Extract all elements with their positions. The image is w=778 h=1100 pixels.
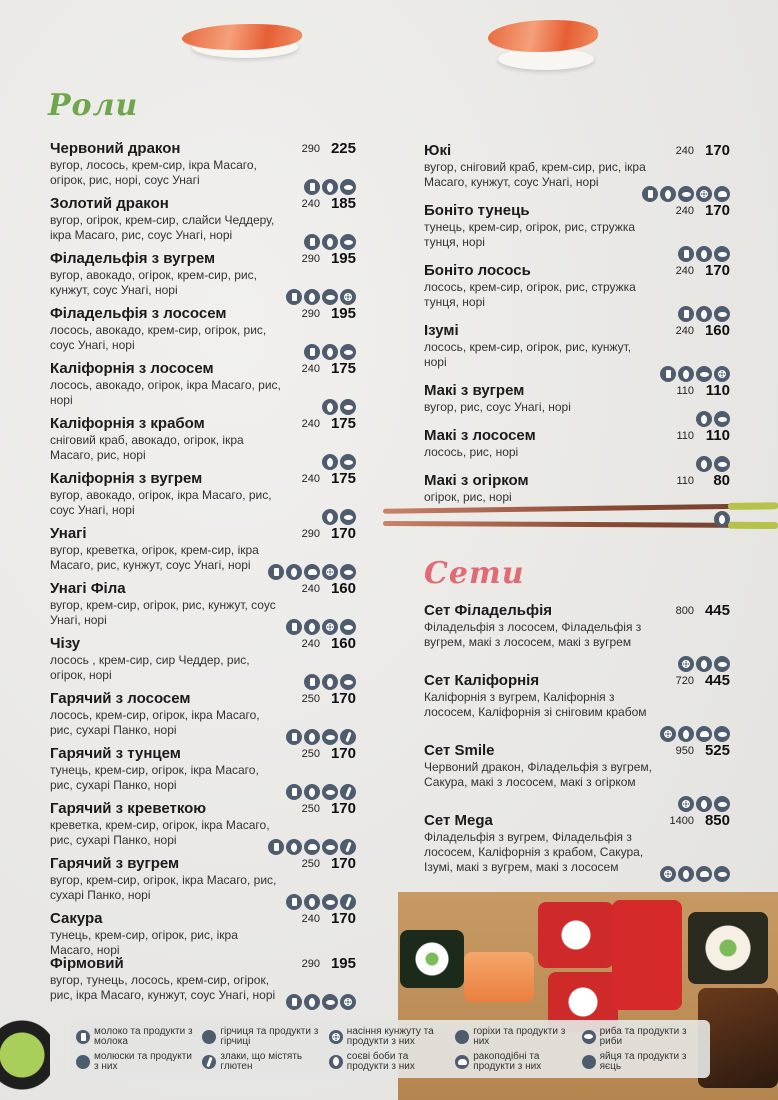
item-desc: вугор, рис, соус Унагі, норі <box>424 400 571 414</box>
allergen-icons <box>286 994 356 1010</box>
milk-icon <box>268 839 284 855</box>
allergen-icons <box>660 366 730 382</box>
item-weight: 290 <box>301 308 320 320</box>
item-name: Унагі Філа <box>50 580 126 597</box>
fish-icon <box>714 306 730 322</box>
allergen-legend <box>70 1020 710 1078</box>
allergen-icons <box>304 344 356 360</box>
item-price: 170 <box>704 262 730 279</box>
soy-icon <box>304 289 320 305</box>
item-desc: лосось, крем-сир, огірок, рис, кунжут, норі <box>424 340 632 369</box>
milk-icon <box>286 994 302 1010</box>
item-name: Фірмовий <box>50 955 124 972</box>
item-name: Гарячий з вугрем <box>50 855 180 872</box>
item-weight: 110 <box>676 385 694 397</box>
allergen-icons <box>304 234 356 250</box>
item-name: Чізу <box>50 635 81 652</box>
legend-item-fish <box>582 1024 704 1049</box>
menu-item <box>50 690 360 745</box>
fish-icon <box>322 894 338 910</box>
allergen-icons <box>678 246 730 262</box>
milk-icon <box>286 894 302 910</box>
legend-label: соєві боби та продукти з них <box>346 1050 415 1072</box>
item-desc: Філадельфія з лососем, Філадельфія з вугрем, макі з лососем, макі з вугрем <box>424 620 642 649</box>
legend-item-crab <box>455 1049 577 1074</box>
sesame-icon <box>714 366 730 382</box>
menu-item <box>50 800 360 855</box>
item-name: Макі з вугрем <box>424 382 525 399</box>
allergen-icons <box>714 511 730 527</box>
sesame-icon <box>340 289 356 305</box>
item-name: Макі з лососем <box>424 427 536 444</box>
milk-icon <box>76 1030 90 1044</box>
fish-icon <box>340 509 356 525</box>
item-desc: вугор, сніговий краб, крем-сир, рис, ікра Масаго, кунжут, соус Унагі, норі <box>424 160 646 189</box>
item-name: Сет Філадельфія <box>424 602 552 619</box>
item-desc: вугор, крем-сир, огірок, рис, кунжут, соус Унагі, норі <box>50 598 276 627</box>
item-weight: 110 <box>676 475 694 487</box>
rolls-right-column <box>424 142 734 527</box>
menu-item <box>424 142 734 202</box>
fish-icon <box>340 234 356 250</box>
item-weight: 800 <box>675 605 694 617</box>
item-price: 110 <box>705 427 730 444</box>
fish-icon <box>582 1030 596 1044</box>
item-name: Гарячий з лососем <box>50 690 191 707</box>
item-name: Боніто лосось <box>424 262 531 279</box>
fish-icon <box>714 866 730 882</box>
item-weight: 290 <box>301 528 320 540</box>
item-price: 175 <box>330 470 356 487</box>
item-weight: 290 <box>301 143 320 155</box>
item-weight: 290 <box>301 253 320 265</box>
sesame-icon <box>322 619 338 635</box>
allergen-icons <box>286 619 356 635</box>
item-name: Каліфорнія з вугрем <box>50 470 203 487</box>
sesame-icon <box>322 564 338 580</box>
item-weight: 240 <box>301 418 320 430</box>
gluten-icon <box>340 839 356 855</box>
fish-icon <box>714 656 730 672</box>
menu-item <box>50 580 360 635</box>
sesame-icon <box>696 186 712 202</box>
rolls-section-title: Роли <box>48 88 139 123</box>
item-name: Філадельфія з вугрем <box>50 250 216 267</box>
allergen-icons <box>322 509 356 525</box>
legend-label: насіння кунжуту та продукти з них <box>346 1025 434 1047</box>
allergen-icons <box>268 839 356 855</box>
soy-icon <box>322 179 338 195</box>
soy-icon <box>304 784 320 800</box>
allergen-icons <box>268 564 356 580</box>
item-desc: Каліфорнія з вугрем, Каліфорнія з лососем, Каліфорнія зі сніговим крабом <box>424 690 647 719</box>
legend-label: яйця та продукти з яєць <box>599 1050 687 1072</box>
allergen-icons <box>660 866 730 882</box>
sesame-icon <box>660 866 676 882</box>
menu-item <box>50 910 360 955</box>
milk-icon <box>286 729 302 745</box>
crab-icon <box>714 186 730 202</box>
item-weight: 240 <box>675 325 694 337</box>
item-weight: 240 <box>675 265 694 277</box>
milk-icon <box>304 234 320 250</box>
item-desc: тунець, крем-сир, огірок, рис, ікра Масаго, норі <box>50 928 238 957</box>
gluten-icon <box>340 784 356 800</box>
fish-icon <box>322 729 338 745</box>
soy-icon <box>696 456 712 472</box>
milk-icon <box>304 344 320 360</box>
item-desc: Філадельфія з вугрем, Філадельфія з лососем, Каліфорнія з крабом, Сакура, Ізумі, макі з вугрем, макі з лососем <box>424 830 644 874</box>
soy-icon <box>696 796 712 812</box>
allergen-icons <box>322 454 356 470</box>
soy-icon <box>322 234 338 250</box>
sesame-icon <box>678 796 694 812</box>
legend-item-soy <box>329 1049 451 1074</box>
allergen-icons <box>660 726 730 742</box>
item-weight: 250 <box>301 748 320 760</box>
menu-item <box>50 635 360 690</box>
item-desc: вугор, авокадо, огірок, ікра Масаго, рис, соус Унагі, норі <box>50 488 272 517</box>
item-name: Сет Smile <box>424 742 495 759</box>
crab-icon <box>696 866 712 882</box>
menu-item <box>50 525 360 580</box>
menu-item <box>424 427 734 472</box>
item-weight: 240 <box>301 583 320 595</box>
menu-item <box>424 262 734 322</box>
fish-icon <box>714 796 730 812</box>
item-weight: 240 <box>675 145 694 157</box>
item-desc: лосось , крем-сир, сир Чеддер, рис, огірок, норі <box>50 653 250 682</box>
soy-icon <box>322 399 338 415</box>
fish-icon <box>340 454 356 470</box>
item-name: Гарячий з тунцем <box>50 745 181 762</box>
menu-item <box>424 322 734 382</box>
menu-item <box>424 202 734 262</box>
mustard-icon <box>202 1030 216 1044</box>
menu-item <box>50 415 360 470</box>
fish-icon <box>340 564 356 580</box>
item-weight: 250 <box>301 803 320 815</box>
shrimp-nigiri-image <box>182 24 302 54</box>
item-desc: креветка, крем-сир, огірок, ікра Масаго, рис, сухарі Панко, норі <box>50 818 270 847</box>
item-name: Макі з огірком <box>424 472 529 489</box>
item-desc: вугор, крем-сир, огірок, ікра Масаго, рис, сухарі Панко, норі <box>50 873 277 902</box>
legend-label: горіхи та продукти з них <box>473 1025 566 1047</box>
item-desc: Червоний дракон, Філадельфія з вугрем, Сакура, макі з лососем, макі з огірком <box>424 760 652 789</box>
crab-icon <box>304 564 320 580</box>
item-price: 185 <box>330 195 356 212</box>
fish-icon <box>322 994 338 1010</box>
item-name: Юкі <box>424 142 452 159</box>
item-weight: 240 <box>301 473 320 485</box>
sets-column <box>424 602 734 882</box>
fish-icon <box>714 246 730 262</box>
soy-icon <box>696 246 712 262</box>
item-weight: 950 <box>675 745 694 757</box>
item-price: 110 <box>705 382 730 399</box>
soy-icon <box>696 306 712 322</box>
item-weight: 240 <box>301 363 320 375</box>
item-name: Гарячий з креветкою <box>50 800 207 817</box>
menu-item <box>50 745 360 800</box>
item-name: Боніто тунець <box>424 202 530 219</box>
fish-icon <box>340 399 356 415</box>
item-price: 160 <box>704 322 730 339</box>
allergen-icons <box>678 306 730 322</box>
sesame-icon <box>660 726 676 742</box>
legend-item-mustard <box>202 1024 324 1049</box>
item-price: 445 <box>704 602 730 619</box>
menu-item <box>424 472 734 527</box>
allergen-icons <box>304 674 356 690</box>
allergen-icons <box>322 399 356 415</box>
fish-icon <box>340 344 356 360</box>
menu-item <box>50 955 360 1010</box>
soy-icon <box>304 729 320 745</box>
legend-item-gluten <box>202 1049 324 1074</box>
egg-icon <box>582 1055 596 1069</box>
soy-icon <box>678 726 694 742</box>
crab-icon <box>455 1055 469 1069</box>
menu-item <box>424 742 734 812</box>
item-price: 170 <box>330 525 356 542</box>
legend-label: злаки, що містять глютен <box>220 1050 303 1072</box>
fish-icon <box>714 456 730 472</box>
item-desc: лосось, рис, норі <box>424 445 519 459</box>
item-price: 170 <box>330 800 356 817</box>
item-weight: 240 <box>301 198 320 210</box>
rolls-left-column <box>50 140 360 1010</box>
milk-icon <box>268 564 284 580</box>
item-desc: тунець, крем-сир, огірок, ікра Масаго, рис, сухарі Панко, норі <box>50 763 259 792</box>
sesame-icon <box>340 994 356 1010</box>
soy-icon <box>322 344 338 360</box>
gluten-icon <box>340 729 356 745</box>
item-desc: огірок, рис, норі <box>424 490 512 504</box>
soy-icon <box>286 564 302 580</box>
item-weight: 1400 <box>669 815 694 827</box>
item-desc: тунець, крем-сир, огірок, рис, стружка тунця, норі <box>424 220 636 249</box>
item-name: Сет Mega <box>424 812 493 829</box>
legend-item-milk <box>76 1024 198 1049</box>
fish-icon <box>322 289 338 305</box>
allergen-icons <box>286 784 356 800</box>
fish-icon <box>340 619 356 635</box>
milk-icon <box>678 306 694 322</box>
item-weight: 250 <box>301 693 320 705</box>
item-weight: 720 <box>675 675 694 687</box>
allergen-icons <box>286 729 356 745</box>
menu-item <box>424 602 734 672</box>
item-name: Унагі <box>50 525 87 542</box>
item-price: 160 <box>330 635 356 652</box>
menu-item <box>50 140 360 195</box>
soy-icon <box>322 454 338 470</box>
legend-item-egg <box>582 1049 704 1074</box>
item-price: 525 <box>704 742 730 759</box>
menu-item <box>424 812 734 882</box>
allergen-icons <box>304 179 356 195</box>
item-price: 175 <box>330 360 356 377</box>
item-price: 170 <box>704 142 730 159</box>
sesame-icon <box>678 656 694 672</box>
soy-icon <box>329 1055 343 1069</box>
fish-icon <box>340 179 356 195</box>
milk-icon <box>286 784 302 800</box>
gluten-icon <box>202 1055 216 1069</box>
item-price: 445 <box>704 672 730 689</box>
item-name: Каліфорнія з крабом <box>50 415 205 432</box>
item-name: Каліфорнія з лососем <box>50 360 214 377</box>
fish-icon <box>714 411 730 427</box>
menu-item <box>50 855 360 910</box>
allergen-icons <box>696 411 730 427</box>
wasabi-image <box>0 1010 50 1100</box>
fish-icon <box>696 366 712 382</box>
allergen-icons <box>286 289 356 305</box>
fish-icon <box>678 186 694 202</box>
item-price: 850 <box>704 812 730 829</box>
item-name: Ізумі <box>424 322 459 339</box>
sets-section-title: Сети <box>424 556 525 591</box>
item-price: 170 <box>330 690 356 707</box>
item-price: 170 <box>330 745 356 762</box>
milk-icon <box>660 366 676 382</box>
soy-icon <box>714 511 730 527</box>
item-name: Золотий дракон <box>50 195 169 212</box>
item-name: Сет Каліфорнія <box>424 672 540 689</box>
menu-item <box>424 672 734 742</box>
item-desc: лосось, авокадо, крем-сир, огірок, рис, соус Унагі, норі <box>50 323 267 352</box>
item-desc: вугор, креветка, огірок, крем-сир, ікра Масаго, рис, кунжут, соус Унагі, норі <box>50 543 259 572</box>
soy-icon <box>322 509 338 525</box>
menu-item <box>50 470 360 525</box>
item-price: 195 <box>330 250 356 267</box>
fish-icon <box>340 674 356 690</box>
item-name: Філадельфія з лососем <box>50 305 227 322</box>
fish-icon <box>714 726 730 742</box>
soy-icon <box>696 656 712 672</box>
item-desc: лосось, крем-сир, огірок, ікра Масаго, рис, сухарі Панко, норі <box>50 708 260 737</box>
menu-item <box>50 195 360 250</box>
gluten-icon <box>340 894 356 910</box>
item-desc: лосось, крем-сир, огірок, рис, стружка тунця, норі <box>424 280 636 309</box>
item-weight: 240 <box>301 913 320 925</box>
item-weight: 110 <box>676 430 694 442</box>
sesame-icon <box>329 1030 343 1044</box>
legend-label: гірчиця та продукти з гірчиці <box>220 1025 319 1047</box>
item-desc: сніговий краб, авокадо, огірок, ікра Масаго, рис, норі <box>50 433 244 462</box>
item-price: 160 <box>330 580 356 597</box>
item-price: 195 <box>330 305 356 322</box>
menu-item <box>424 382 734 427</box>
item-price: 170 <box>330 910 356 927</box>
item-price: 170 <box>704 202 730 219</box>
crab-icon <box>696 726 712 742</box>
item-weight: 290 <box>301 958 320 970</box>
legend-item-molluscs <box>76 1049 198 1074</box>
soy-icon <box>304 994 320 1010</box>
item-desc: вугор, огірок, крем-сир, слайси Чеддеру, ікра Масаго, рис, соус Унагі, норі <box>50 213 275 242</box>
crab-icon <box>304 839 320 855</box>
item-price: 225 <box>330 140 356 157</box>
molluscs-icon <box>76 1055 90 1069</box>
soy-icon <box>678 866 694 882</box>
legend-label: риба та продукти з риби <box>599 1025 687 1047</box>
soy-icon <box>304 619 320 635</box>
item-price: 175 <box>330 415 356 432</box>
shrimp-nigiri-image-2 <box>488 20 598 80</box>
legend-label: молоко та продукти з молока <box>94 1025 193 1047</box>
legend-label: ракоподібні та продукти з них <box>473 1050 542 1072</box>
milk-icon <box>286 289 302 305</box>
item-desc: вугор, тунець, лосось, крем-сир, огірок, рис, ікра Масаго, кунжут, соус Унагі, норі <box>50 973 276 1002</box>
nuts-icon <box>455 1030 469 1044</box>
soy-icon <box>678 366 694 382</box>
item-price: 170 <box>330 855 356 872</box>
item-name: Сакура <box>50 910 103 927</box>
item-weight: 240 <box>301 638 320 650</box>
milk-icon <box>678 246 694 262</box>
item-price: 80 <box>713 472 730 489</box>
item-price: 195 <box>330 955 356 972</box>
allergen-icons <box>678 656 730 672</box>
legend-label: молюски та продукти з них <box>94 1050 192 1072</box>
soy-icon <box>696 411 712 427</box>
allergen-icons <box>286 894 356 910</box>
soy-icon <box>660 186 676 202</box>
fish-icon <box>322 784 338 800</box>
legend-item-sesame <box>329 1024 451 1049</box>
item-desc: вугор, лосось, крем-сир, ікра Масаго, огірок, рис, норі, соус Унагі <box>50 158 257 187</box>
item-desc: вугор, авокадо, огірок, крем-сир, рис, кунжут, соус Унагі, норі <box>50 268 257 297</box>
menu-item <box>50 305 360 360</box>
item-desc: лосось, авокадо, огірок, ікра Масаго, рис, норі <box>50 378 281 407</box>
menu-item <box>50 250 360 305</box>
allergen-icons <box>642 186 730 202</box>
milk-icon <box>286 619 302 635</box>
menu-item <box>50 360 360 415</box>
legend-item-nuts <box>455 1024 577 1049</box>
soy-icon <box>322 674 338 690</box>
milk-icon <box>304 179 320 195</box>
soy-icon <box>304 894 320 910</box>
allergen-icons <box>696 456 730 472</box>
milk-icon <box>642 186 658 202</box>
item-weight: 250 <box>301 858 320 870</box>
item-name: Червоний дракон <box>50 140 181 157</box>
milk-icon <box>304 674 320 690</box>
allergen-icons <box>678 796 730 812</box>
item-weight: 240 <box>675 205 694 217</box>
fish-icon <box>322 839 338 855</box>
soy-icon <box>286 839 302 855</box>
